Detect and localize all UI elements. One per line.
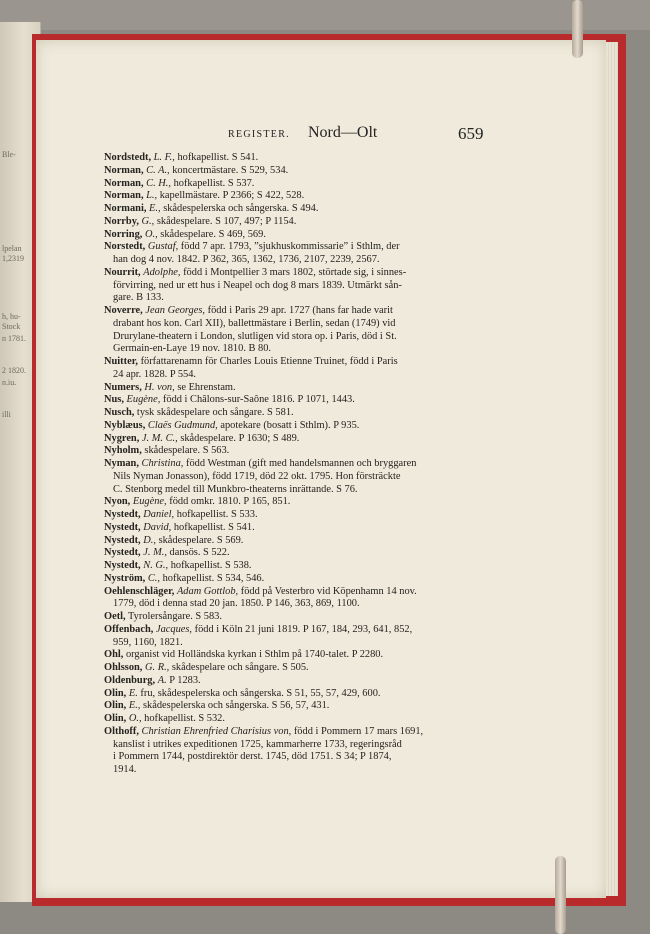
page-header [228,124,488,146]
register-entry [104,165,504,178]
entry-line [104,598,504,611]
entry-text: 959, 1160, 1821. [113,636,183,648]
entry-line [104,713,504,726]
page-stack-edge [606,42,618,896]
entry-given-name: J. M., [143,547,167,559]
entry-text: tysk skådespelare och sångare. S 581. [134,407,294,418]
register-entry [104,586,504,612]
entry-given-name: Eugène, [126,394,161,406]
left-page-fragment: h, hu- [2,312,21,321]
entry-given-name: Jean Georges, [145,305,206,316]
entry-text: hofkapellist. S 534, 546. [160,572,265,584]
register-entry [104,445,504,458]
register-entries [104,152,504,777]
entry-headword: Norman, [104,190,144,202]
left-page-fragment: n.iu. [2,378,17,387]
entry-line [104,369,504,382]
entry-text: född omkr. 1810. P 165, 851. [166,496,291,508]
entry-text: född i Köln 21 juni 1819. P 167, 184, 293, 641, 852, [192,623,413,635]
entry-given-name: E., [149,203,161,214]
entry-line [104,662,504,675]
left-page-fragment: n 1781. [2,334,26,343]
entry-line [104,586,504,599]
entry-line [104,688,504,701]
entry-line [104,484,504,497]
entry-line [104,267,504,280]
register-entry [104,229,504,242]
entry-headword: Nystedt, [104,560,141,571]
entry-line [104,509,504,522]
entry-line [104,305,504,318]
entry-given-name: O., [145,228,158,240]
entry-given-name: Gustaf, [147,241,179,253]
entry-given-name: Adam Gottlob, [176,585,239,597]
entry-text: 24 apr. 1828. P 554. [113,368,197,380]
entry-headword: Nyon, [104,496,131,508]
entry-text: hofkapellist. S 538. [168,560,252,571]
register-entry [104,356,504,382]
register-entry [104,458,504,496]
entry-given-name: Claës Gudmund, [147,419,218,431]
entry-line [104,318,504,331]
entry-given-name: Eugène, [132,496,167,508]
register-entry [104,547,504,560]
entry-headword: Olin, [104,687,127,699]
register-entry [104,407,504,420]
entry-headword: Nystedt, [104,521,141,533]
entry-text: skådespelerska och sångerska. S 494. [160,203,319,214]
register-entry [104,433,504,446]
register-entry [104,713,504,726]
entry-line [104,178,504,191]
entry-headword: Nyman, [104,458,139,469]
entry-line [104,739,504,752]
left-page-fragment: 2 1820. [2,366,26,375]
entry-headword: Oldenburg, [104,674,156,686]
entry-headword: Norman, [104,177,144,189]
entry-headword: Norman, [104,164,144,176]
entry-line [104,343,504,356]
page-range-title: Nord—Olt [308,124,378,141]
entry-line [104,254,504,267]
entry-line [104,496,504,509]
entry-given-name: N. G., [143,560,169,571]
background-top [0,0,650,30]
register-entry [104,649,504,662]
entry-text: skådespelare och sångare. S 505. [169,662,309,673]
entry-line [104,458,504,471]
entry-text: skådespelerska och sångerska. S 56, 57, 431. [140,700,330,712]
entry-line [104,420,504,433]
entry-given-name: C. H., [146,177,171,189]
left-page-fragment: 1,2319 [2,254,24,263]
register-entry [104,522,504,535]
entry-line [104,471,504,484]
entry-text: skådespelare. S 569. [155,534,244,546]
register-label: REGISTER. [228,129,290,140]
left-page-fragment: lpelan [2,244,22,253]
entry-line [104,522,504,535]
entry-headword: Olin, [104,713,127,724]
entry-given-name: Daniel, [143,509,175,520]
entry-text: Germain-en-Laye 19 nov. 1810. B 80. [113,343,272,355]
entry-headword: Nus, [104,394,124,406]
entry-text: apotekare (bosatt i Sthlm). P 935. [217,419,360,431]
entry-text: född Westman (gift med handelsmannen och bryggaren [183,458,417,469]
register-entry [104,178,504,191]
entry-text: i Pommern 1744, postdirektör derst. 1745, död 1751. S 34; P 1874, [113,751,392,763]
register-entry [104,560,504,573]
entry-headword: Offenbach, [104,623,154,635]
entry-line [104,573,504,586]
entry-text: Drurylane-theatern i London, slutligen vid stora op. i Paris, död i St. [113,330,397,342]
left-page-fragment: Ble- [2,150,16,159]
entry-given-name: Christina, [141,458,184,469]
entry-line [104,216,504,229]
entry-line [104,675,504,688]
entry-headword: Nourrit, [104,266,141,278]
entry-text: dansös. S 522. [166,547,230,559]
entry-text: C. Stenborg medel till Munkbro-theaterns inrättande. S 76. [113,483,358,495]
entry-text: hofkapellist. S 537. [170,177,255,189]
entry-line [104,726,504,739]
entry-text: drabant hos kon. Carl XII), ballettmästare i Berlin, sedan (1749) vid [113,317,396,329]
register-entry [104,726,504,777]
entry-headword: Nuitter, [104,356,138,367]
entry-line [104,356,504,369]
entry-line [104,241,504,254]
entry-text: kanslist i utrikes expeditionen 1725, kammarherre 1733, regeringsråd [113,738,402,750]
register-entry [104,700,504,713]
entry-headword: Noverre, [104,305,143,316]
entry-given-name: E., [128,700,141,712]
entry-line [104,637,504,650]
entry-text: Nils Nyman Jonasson), född 1719, död 22 okt. 1795. Hon försträckte [113,470,401,482]
entry-text: koncertmästare. S 529, 534. [169,164,289,176]
register-entry [104,203,504,216]
entry-given-name: E. [128,687,138,699]
entry-given-name: O., [128,713,142,724]
entry-given-name: Jacques, [155,623,193,635]
entry-text: fru, skådespelerska och sångerska. S 51, 55, 57, 429, 600. [137,687,381,699]
entry-text: författarenamn för Charles Louis Etienne Truinet, född i Paris [137,356,398,367]
entry-text: organist vid Holländska kyrkan i Sthlm på 1740-talet. P 2280. [123,649,384,661]
register-entry [104,509,504,522]
register-entry [104,267,504,305]
entry-text: hofkapellist. S 532. [141,713,225,724]
entry-line [104,165,504,178]
entry-text: kapellmästare. P 2366; S 422, 528. [157,190,305,202]
register-entry [104,420,504,433]
entry-line [104,382,504,395]
entry-headword: Oehlenschläger, [104,585,175,597]
entry-headword: Nystedt, [104,509,141,520]
left-page-fragment: Stock [2,322,21,331]
page-number: 659 [458,124,484,143]
register-entry [104,675,504,688]
entry-line [104,407,504,420]
register-entry [104,662,504,675]
entry-line [104,152,504,165]
entry-text: hofkapellist. S 541. [174,152,259,163]
entry-text: hofkapellist. S 541. [171,521,255,533]
entry-line [104,764,504,777]
register-entry [104,241,504,267]
entry-headword: Nystedt, [104,547,141,559]
entry-text: skådespelare. S 563. [141,445,230,457]
entry-text: Tyrolersångare. S 583. [125,611,222,622]
entry-headword: Nyström, [104,572,146,584]
entry-line [104,547,504,560]
entry-text: född 7 apr. 1793, ”sjukhuskommissarie” i Sthlm, der [178,241,400,253]
entry-line [104,611,504,624]
register-entry [104,152,504,165]
entry-line [104,700,504,713]
entry-line [104,535,504,548]
entry-given-name: J. M. C., [141,432,178,444]
entry-line [104,229,504,242]
entry-headword: Olthoff, [104,725,139,737]
entry-text: född i Châlons-sur-Saône 1816. P 1071, 1443. [160,394,355,406]
entry-headword: Nyblæus, [104,419,146,431]
entry-text: född i Paris 29 apr. 1727 (hans far hade varit [205,305,393,316]
entry-given-name: C. A., [146,164,170,176]
entry-given-name: A. [157,674,167,686]
entry-given-name: Adolphe, [143,266,181,278]
entry-text: 1779, död i denna stad 20 jan. 1850. P 146, 363, 869, 1100. [113,598,360,610]
entry-headword: Nystedt, [104,534,141,546]
entry-text: skådespelare. S 107, 497; P 1154. [154,215,297,227]
entry-text: född i Pommern 17 mars 1691, [291,725,424,737]
entry-line [104,190,504,203]
entry-line [104,445,504,458]
entry-headword: Norring, [104,228,143,240]
register-entry [104,573,504,586]
left-page-fragment: illi [2,410,11,419]
entry-line [104,331,504,344]
entry-text: gare. B 133. [113,292,164,304]
entry-text: förvirring, ned ur ett hus i Neapel och dog 8 mars 1839. Utmärkt sån- [113,279,402,291]
entry-line [104,280,504,293]
entry-text: född i Montpellier 3 mars 1802, störtade sig, i sinnes- [180,266,407,278]
entry-line [104,624,504,637]
entry-headword: Nusch, [104,407,135,418]
register-entry [104,305,504,356]
entry-headword: Norstedt, [104,241,146,253]
entry-given-name: G., [141,215,155,227]
entry-headword: Numers, [104,381,142,393]
entry-given-name: L., [146,190,158,202]
entry-headword: Normani, [104,203,147,214]
entry-line [104,560,504,573]
entry-text: se Ehrenstam. [174,381,236,393]
entry-line [104,292,504,305]
entry-text: P 1283. [166,674,201,686]
entry-headword: Olin, [104,700,127,712]
entry-line [104,433,504,446]
entry-line [104,649,504,662]
entry-text: skådespelare. S 469, 569. [157,228,266,240]
register-entry [104,624,504,650]
entry-line [104,203,504,216]
entry-given-name: G. R., [145,662,170,673]
entry-headword: Oetl, [104,611,126,622]
register-entry [104,611,504,624]
entry-headword: Nyholm, [104,445,142,457]
register-entry [104,190,504,203]
entry-given-name: David, [143,521,172,533]
entry-text: född på Vesterbro vid Köpenhamn 14 nov. [238,585,417,597]
book-clip-top [572,0,583,58]
register-entry [104,394,504,407]
entry-given-name: Christian Ehrenfried Charisius von, [141,725,292,737]
entry-headword: Nygren, [104,432,140,444]
register-entry [104,535,504,548]
entry-headword: Ohl, [104,649,124,661]
entry-text: han dog 4 nov. 1842. P 362, 365, 1362, 1736, 2107, 2239, 2567. [113,254,380,265]
register-entry [104,496,504,509]
entry-line [104,394,504,407]
entry-headword: Ohlsson, [104,662,143,673]
entry-given-name: H. von, [144,381,175,393]
register-entry [104,216,504,229]
book-clip-bottom [555,856,566,934]
entry-given-name: D., [143,534,156,546]
entry-text: hofkapellist. S 533. [174,509,258,520]
entry-given-name: L. F., [153,152,175,163]
entry-headword: Nordstedt, [104,152,152,163]
entry-line [104,751,504,764]
entry-headword: Norrby, [104,215,139,227]
entry-text: skådespelare. P 1630; S 489. [177,432,300,444]
register-entry [104,688,504,701]
register-entry [104,382,504,395]
entry-given-name: C., [147,572,161,584]
entry-text: 1914. [113,764,137,775]
